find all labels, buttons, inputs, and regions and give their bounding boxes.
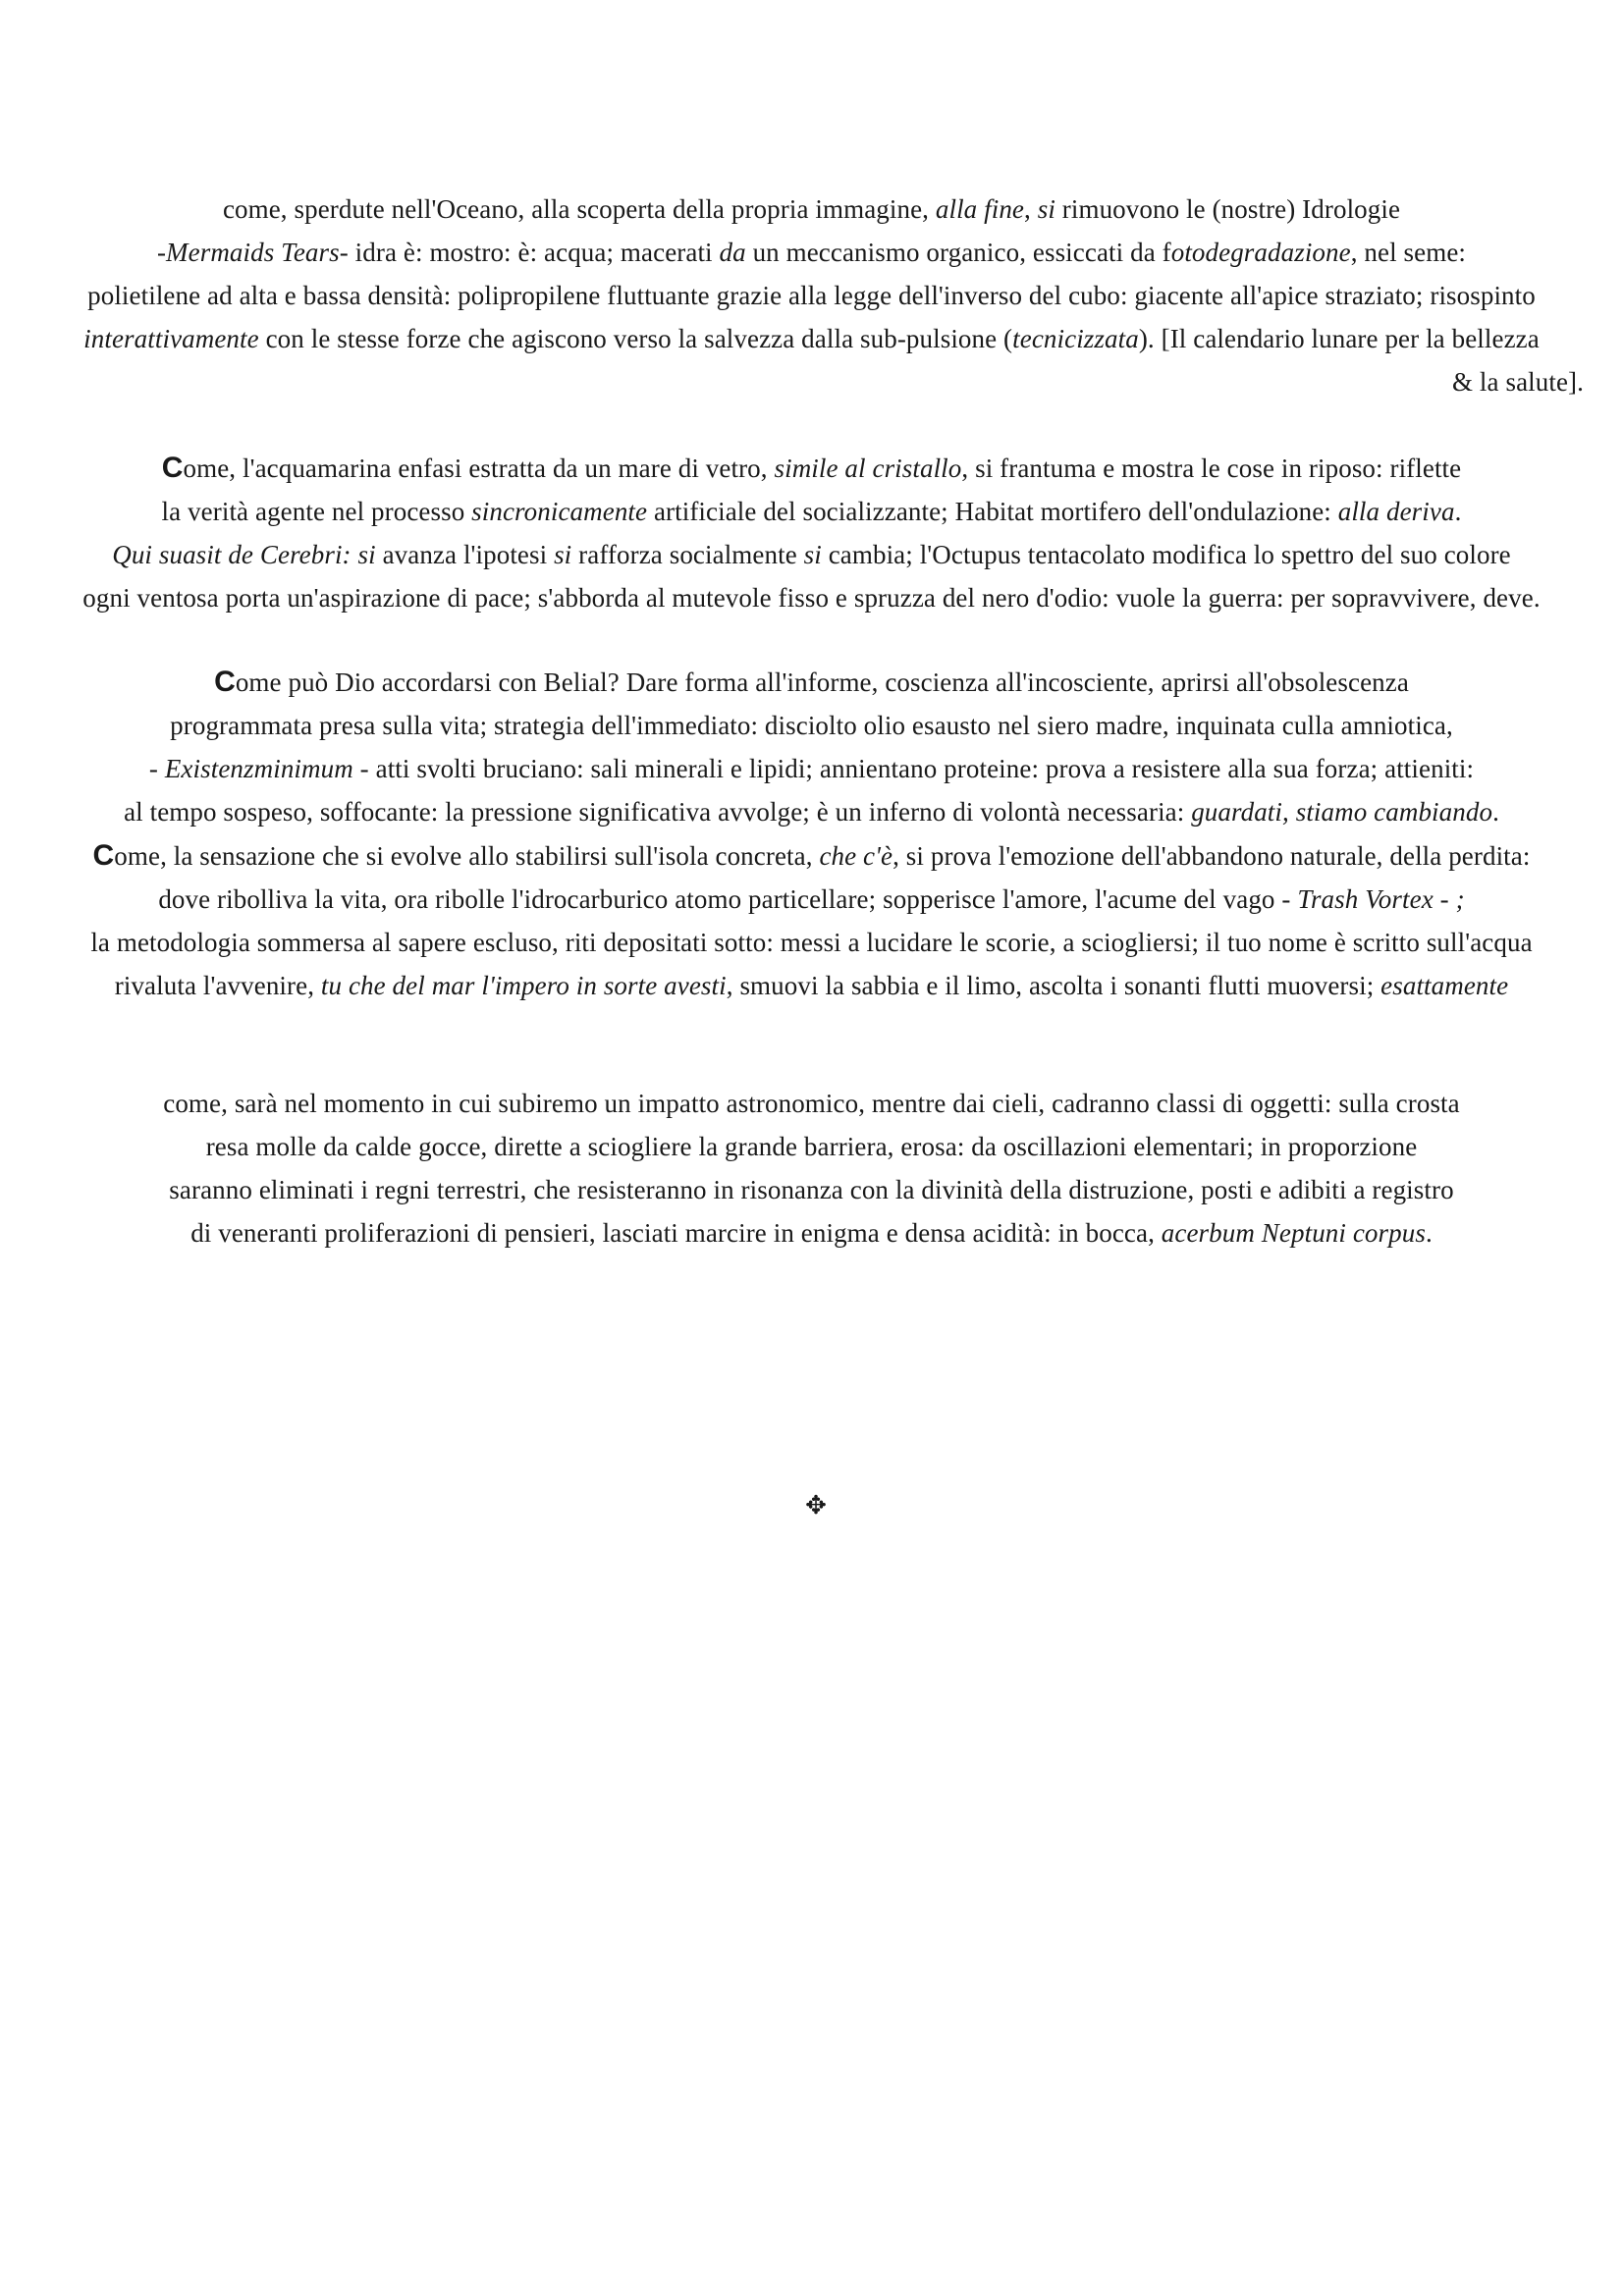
text-run: rivaluta l'avvenire, (114, 971, 321, 1000)
italic-run: tecnicizzata (1012, 324, 1139, 353)
stanza-2 (29, 447, 1594, 619)
text-run: la verità agente nel processo (161, 497, 472, 526)
text-run: con le stesse forze che agiscono verso la salvezza dalla sub-pulsione ( (258, 324, 1013, 353)
stanza-2-line-1 (29, 447, 1594, 490)
italic-run: Existenzminimum (164, 754, 353, 783)
italic-run: interattivamente (83, 324, 259, 353)
drop-initial: C (214, 666, 236, 698)
drop-initial: C (161, 452, 184, 484)
text-run: . (1454, 497, 1462, 526)
text-run: dove ribolliva la vita, ora ribolle l'idrocarburico atomo particellare; sopperisce l'amore, l'acume del vago - (158, 884, 1298, 914)
text-run: al tempo sospeso, soffocante: la pressione significativa avvolge; è un inferno di volontà necessaria: (124, 797, 1192, 827)
stanza-1-line-3: polietilene ad alta e bassa densità: polipropilene fluttuante grazie alla legge dell'inverso del cubo: giacente all'apice straziato; risospinto (87, 281, 1536, 310)
stanza-1-line-5: & la salute]. (1451, 367, 1584, 397)
stanza-2-line-4: ogni ventosa porta un'aspirazione di pace; s'abborda al mutevole fisso e spruzza del nero d'odio: vuole la guerra: per sopravvivere, deve. (82, 583, 1541, 613)
italic-run: Qui suasit de Cerebri: si (112, 540, 376, 569)
stanza-1 (29, 187, 1594, 403)
stanza-3-line-1 (29, 661, 1594, 704)
italic-run: tu che del mar l'impero in sorte avesti (320, 971, 727, 1000)
text-run: un meccanismo organico, essiccati da f (745, 238, 1171, 267)
italic-run: simile al cristallo (774, 454, 962, 483)
text-run: ome, l'acquamarina enfasi estratta da un mare di vetro, (183, 454, 775, 483)
italic-run: otodegradazione (1170, 238, 1351, 267)
italic-run: sincronicamente (471, 497, 648, 526)
stanza-1-line-2 (29, 231, 1594, 274)
italic-run: si (803, 540, 822, 569)
text-run: . (1492, 797, 1499, 827)
stanza-4-line-4 (29, 964, 1594, 1007)
text-run: cambia; l'Octupus tentacolato modifica lo spettro del suo colore (821, 540, 1511, 569)
italic-run: Mermaids Tears- (166, 238, 349, 267)
italic-run: acerbum Neptuni corpus (1161, 1218, 1426, 1248)
stanza-3 (29, 661, 1594, 833)
stanza-2-line-2 (29, 490, 1594, 533)
stanza-4-line-3: la metodologia sommersa al sapere escluso, riti depositati sotto: messi a lucidare le scorie, a sciogliersi; il tuo nome è scritto sull'acqua (90, 928, 1533, 957)
drop-initial: C (92, 839, 115, 872)
text-run: - (156, 238, 167, 267)
stanza-5-line-3: saranno eliminati i regni terrestri, che resisteranno in risonanza con la divinità della distruzione, posti e adibiti a registro (169, 1175, 1454, 1204)
stanza-2-line-3 (29, 533, 1594, 576)
italic-run: esattamente (1380, 971, 1509, 1000)
text-run: ome, la sensazione che si evolve allo stabilirsi sull'isola concreta, (114, 841, 820, 871)
text-run: ). [Il calendario lunare per la bellezza (1138, 324, 1540, 353)
italic-run: che c'è (819, 841, 893, 871)
text-run: artificiale del socializzante; Habitat mortifero dell'ondulazione: (647, 497, 1338, 526)
italic-run: guardati, stiamo cambiando (1191, 797, 1493, 827)
text-run: - atti svolti bruciano: sali minerali e lipidi; annientano proteine: prova a resistere alla sua forza; attieniti: (352, 754, 1475, 783)
italic-run: si (554, 540, 572, 569)
text-run: , nel seme: (1350, 238, 1467, 267)
stanza-3-line-3 (29, 747, 1594, 790)
italic-run: si (1037, 194, 1055, 224)
stanza-5 (29, 1082, 1594, 1255)
italic-run: Trash Vortex - ; (1297, 884, 1465, 914)
text-run: , si frantuma e mostra le cose in riposo: riflette (961, 454, 1462, 483)
text-run: come, sperdute nell'Oceano, alla scoperta della propria immagine, (222, 194, 936, 224)
text-run: rafforza socialmente (571, 540, 804, 569)
stanza-4 (29, 834, 1594, 1007)
ornament-cross-icon: ✥ (805, 1491, 827, 1521)
italic-run: da (719, 238, 746, 267)
stanza-3-line-4 (29, 790, 1594, 833)
text-run: rimuovono le (nostre) Idrologie (1055, 194, 1401, 224)
text-run: ome può Dio accordarsi con Belial? Dare forma all'informe, coscienza all'incosciente, aprirsi all'obsolescenza (235, 667, 1409, 697)
stanza-5-line-4 (29, 1211, 1594, 1255)
italic-run: alla deriva (1337, 497, 1455, 526)
italic-run: alla fine (935, 194, 1025, 224)
stanza-1-line-1 (29, 187, 1594, 231)
text-run: , (1024, 194, 1038, 224)
text-run: di veneranti proliferazioni di pensieri, lasciati marcire in enigma e densa acidità: in bocca, (190, 1218, 1162, 1248)
text-run: , si prova l'emozione dell'abbandono naturale, della perdita: (893, 841, 1531, 871)
stanza-5-line-2: resa molle da calde gocce, dirette a sciogliere la grande barriera, erosa: da oscillazioni elementari; in proporzione (205, 1132, 1418, 1161)
stanza-4-line-2 (29, 878, 1594, 921)
stanza-5-line-1: come, sarà nel momento in cui subiremo un impatto astronomico, mentre dai cieli, cadranno classi di oggetti: sulla crosta (163, 1089, 1460, 1118)
stanza-4-line-1 (29, 834, 1594, 878)
text-run: . (1425, 1218, 1433, 1248)
text-run: , smuovi la sabbia e il limo, ascolta i sonanti flutti muoversi; (726, 971, 1381, 1000)
text-run: avanza l'ipotesi (375, 540, 555, 569)
stanza-1-line-4 (29, 317, 1594, 360)
text-run: - (148, 754, 165, 783)
stanza-3-line-2: programmata presa sulla vita; strategia dell'immediato: disciolto olio esausto nel siero madre, inquinata culla amniotica, (170, 711, 1453, 740)
text-run: idra è: mostro: è: acqua; macerati (348, 238, 720, 267)
